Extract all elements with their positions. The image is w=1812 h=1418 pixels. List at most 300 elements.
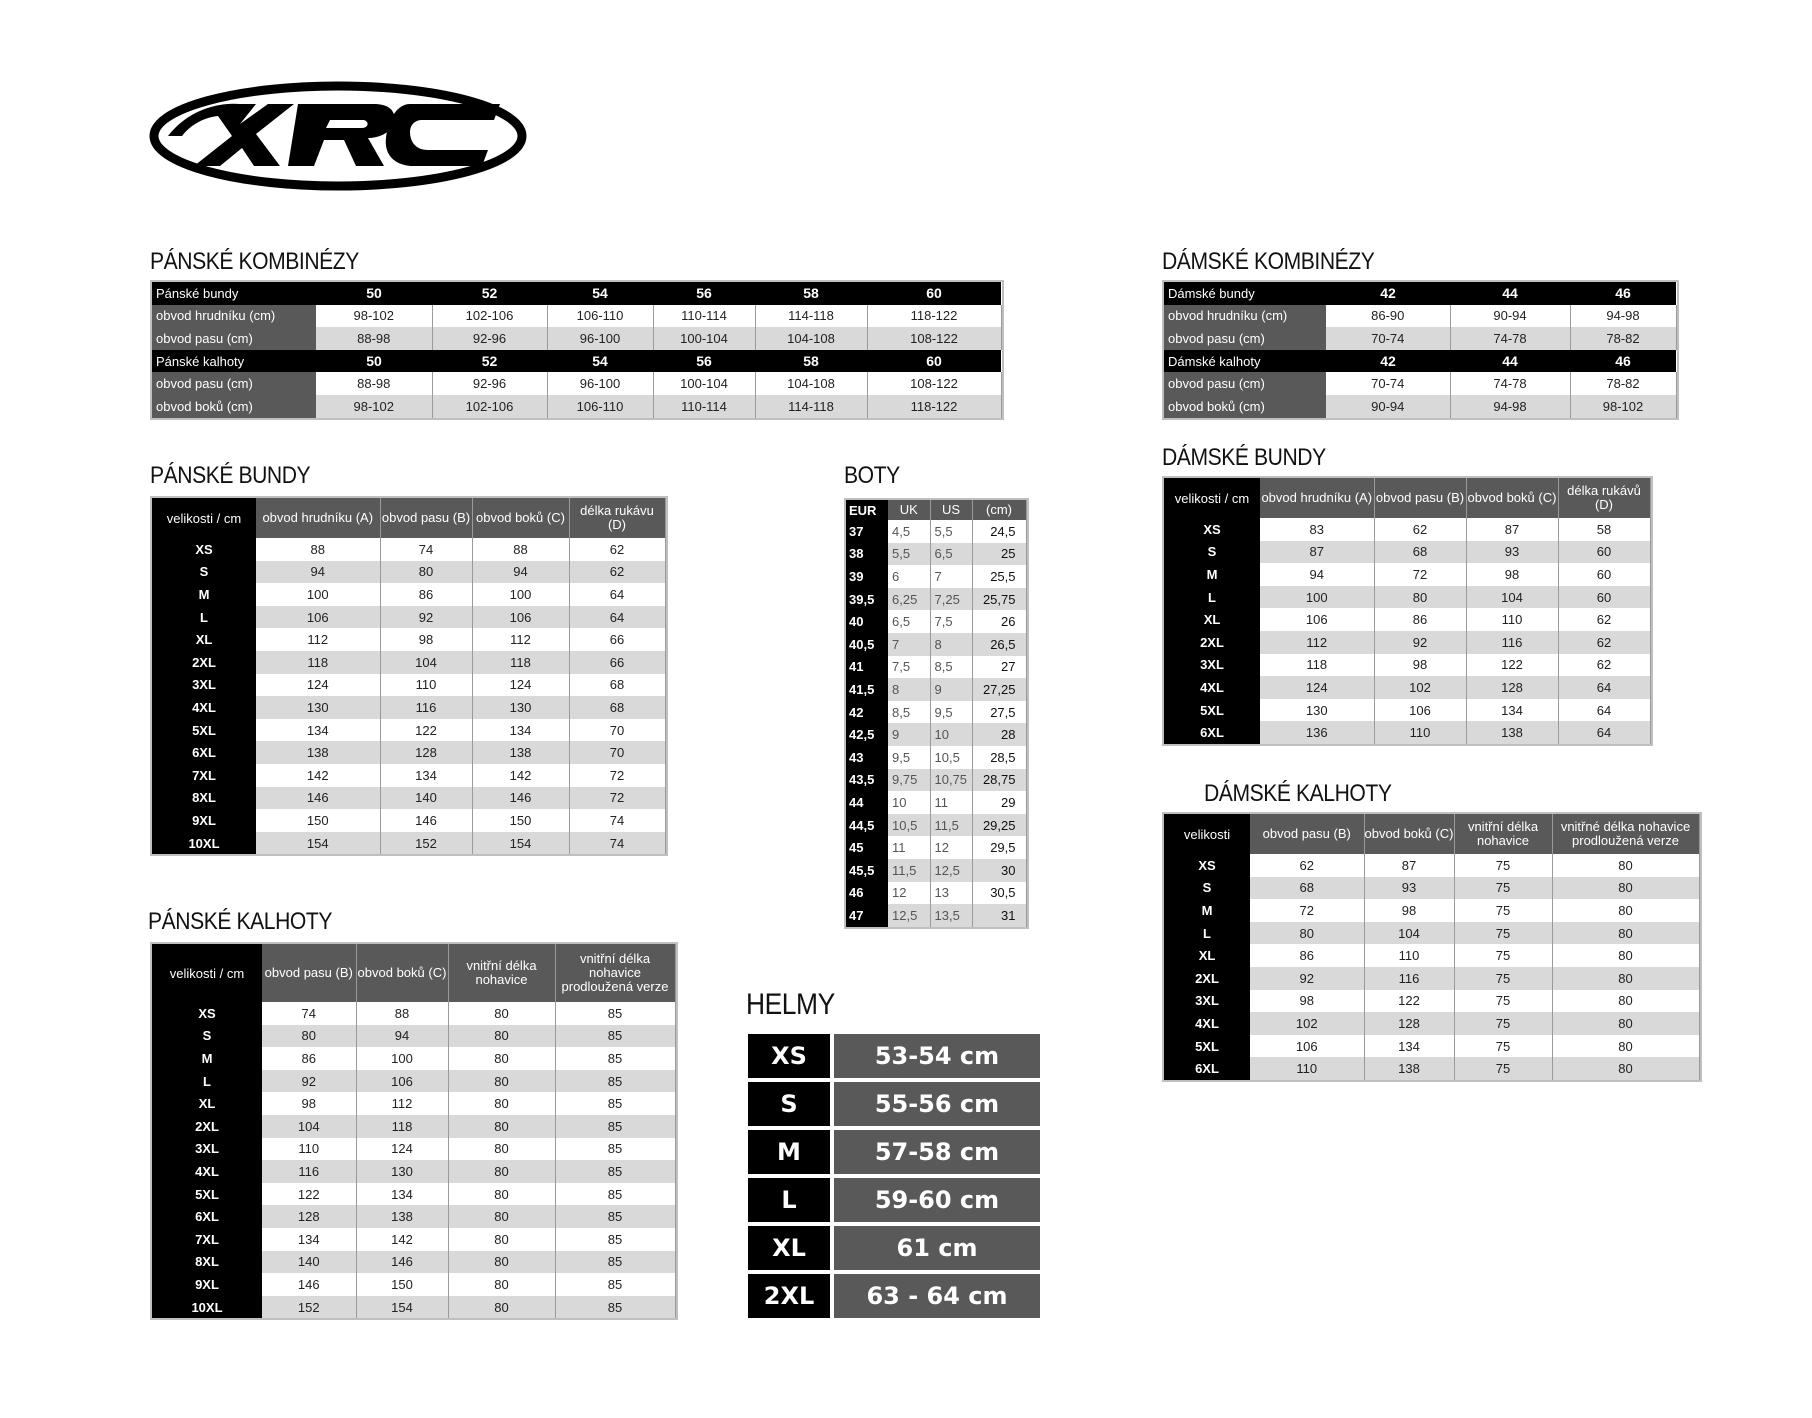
table-cell: 7,25 (930, 588, 972, 611)
size-label: 3XL (152, 674, 256, 697)
helmets-table (748, 1030, 1040, 1322)
table-cell: 80 (448, 1092, 555, 1115)
table-cell: 80 (448, 1296, 555, 1319)
size-label: XL (1164, 944, 1250, 967)
table-row (846, 520, 1026, 543)
table-cell: 86 (1374, 608, 1466, 631)
table-row (846, 610, 1026, 633)
mens-suits-table (152, 282, 1002, 418)
table-cell: 62 (1558, 654, 1650, 677)
size-header: 60 (867, 282, 1001, 305)
table-cell: 106 (1250, 1035, 1364, 1058)
table-row (152, 1138, 675, 1161)
size-label: 2XL (152, 1115, 262, 1138)
table-cell: 80 (448, 1251, 555, 1274)
table-cell: 70 (569, 719, 665, 742)
header-row (152, 350, 1001, 373)
size-label: 40 (846, 610, 888, 633)
table-cell: 110 (1466, 608, 1558, 631)
column-header: obvod pasu (B) (1250, 814, 1364, 854)
table-cell: 94 (1260, 563, 1374, 586)
column-header: UK (888, 500, 930, 520)
table-cell: 85 (555, 1273, 675, 1296)
table-cell: 80 (448, 1228, 555, 1251)
table-cell: 146 (380, 809, 472, 832)
womens-suits-title: DÁMSKÉ KOMBINÉZY (1162, 248, 1375, 275)
table-cell: 58 (1558, 518, 1650, 541)
table-cell: 9 (888, 723, 930, 746)
size-label: 9XL (152, 809, 256, 832)
table-cell: 122 (1466, 654, 1558, 677)
size-header: 44 (1450, 282, 1570, 305)
table-cell: 98 (380, 628, 472, 651)
table-cell: 78-82 (1570, 327, 1676, 350)
table-row (1164, 372, 1676, 395)
table-row (152, 628, 665, 651)
table-cell: 29,5 (972, 836, 1026, 859)
column-header: obvod boků (C) (1364, 814, 1454, 854)
table-cell: 100 (356, 1047, 448, 1070)
header-row (152, 944, 675, 1002)
table-cell: 5,5 (888, 543, 930, 566)
table-row (846, 904, 1026, 927)
table-cell: 98 (1466, 563, 1558, 586)
section-label: Dámské bundy (1164, 282, 1326, 305)
column-header: EUR (846, 500, 888, 520)
size-label: 10XL (152, 1296, 262, 1319)
table-cell: 118 (472, 651, 569, 674)
table-cell: 110 (380, 674, 472, 697)
table-row (152, 1228, 675, 1251)
table-cell: 130 (1260, 699, 1374, 722)
size-label: XS (1164, 518, 1260, 541)
column-header: vnitřní délka nohavice (1454, 814, 1552, 854)
table-cell: 100 (472, 583, 569, 606)
table-cell: 104-108 (755, 327, 867, 350)
table-cell: 94-98 (1450, 395, 1570, 418)
table-row (846, 633, 1026, 656)
size-label: 3XL (1164, 654, 1260, 677)
table-cell: 85 (555, 1296, 675, 1319)
table-cell: 24,5 (972, 520, 1026, 543)
table-cell: 98-102 (1570, 395, 1676, 418)
table-cell: 64 (1558, 676, 1650, 699)
table-cell: 70-74 (1326, 372, 1450, 395)
column-header: (cm) (972, 500, 1026, 520)
size-label: 8XL (152, 1251, 262, 1274)
mens-jackets-table (152, 498, 666, 854)
table-cell: 27,25 (972, 678, 1026, 701)
table-cell: 80 (1552, 1057, 1699, 1080)
table-cell: 9,5 (930, 701, 972, 724)
table-cell: 85 (555, 1160, 675, 1183)
table-cell: 10 (930, 723, 972, 746)
table-row (846, 814, 1026, 837)
table-cell: 96-100 (547, 327, 653, 350)
table-cell: 104 (1466, 586, 1558, 609)
table-row (846, 836, 1026, 859)
size-header: 58 (755, 350, 867, 373)
size-header: 42 (1326, 350, 1450, 373)
column-header: obvod boků (C) (356, 944, 448, 1002)
table-cell: 118 (1260, 654, 1374, 677)
table-cell: 110 (1364, 944, 1454, 967)
table-cell: 138 (256, 741, 380, 764)
table-row (1164, 944, 1699, 967)
table-cell: 80 (448, 1273, 555, 1296)
row-label: obvod pasu (cm) (1164, 327, 1326, 350)
column-header: vnitřní délka nohavice prodloužená verze (555, 944, 675, 1002)
table-cell: 75 (1454, 922, 1552, 945)
table-cell: 104 (1364, 922, 1454, 945)
table-cell: 112 (256, 628, 380, 651)
size-label: 3XL (152, 1138, 262, 1161)
table-cell: 130 (356, 1160, 448, 1183)
table-cell: 87 (1466, 518, 1558, 541)
table-cell: 12,5 (930, 859, 972, 882)
table-cell: 87 (1260, 541, 1374, 564)
column-header: obvod hrudníku (A) (256, 498, 380, 538)
table-cell: 128 (1364, 1012, 1454, 1035)
size-label: 38 (846, 543, 888, 566)
table-row (1164, 586, 1650, 609)
column-header: obvod pasu (B) (380, 498, 472, 538)
table-cell: 80 (448, 1138, 555, 1161)
table-row (1164, 899, 1699, 922)
table-cell: 128 (1466, 676, 1558, 699)
womens-jackets-table (1164, 478, 1651, 744)
size-label: 42,5 (846, 723, 888, 746)
boots-table (846, 500, 1027, 927)
table-row (152, 538, 665, 561)
table-cell: 154 (472, 832, 569, 855)
table-cell: 74 (569, 832, 665, 855)
table-cell: 80 (448, 1047, 555, 1070)
size-header: 58 (755, 282, 867, 305)
row-label: obvod pasu (cm) (152, 327, 316, 350)
xrc-logo (148, 80, 528, 192)
table-cell: 85 (555, 1138, 675, 1161)
table-cell: 80 (448, 1025, 555, 1048)
table-cell: 27,5 (972, 701, 1026, 724)
table-row (1164, 676, 1650, 699)
table-cell: 124 (1260, 676, 1374, 699)
mens-jackets-title: PÁNSKÉ BUNDY (150, 462, 311, 489)
table-cell: 7 (888, 633, 930, 656)
table-row (152, 787, 665, 810)
table-cell: 108-122 (867, 372, 1001, 395)
table-cell: 106 (356, 1070, 448, 1093)
size-header: 52 (432, 282, 547, 305)
table-cell: 29 (972, 791, 1026, 814)
row-label: obvod boků (cm) (1164, 395, 1326, 418)
table-cell: 154 (256, 832, 380, 855)
size-label: XS (1164, 854, 1250, 877)
table-cell: 106 (472, 606, 569, 629)
table-cell: 122 (380, 719, 472, 742)
table-cell: 112 (356, 1092, 448, 1115)
size-label: 6XL (152, 1205, 262, 1228)
size-label: 44,5 (846, 814, 888, 837)
size-label: L (152, 606, 256, 629)
table-cell: 140 (380, 787, 472, 810)
table-cell: 104 (380, 651, 472, 674)
helmet-size: XL (748, 1226, 834, 1270)
table-cell: 93 (1364, 877, 1454, 900)
table-cell: 6,25 (888, 588, 930, 611)
size-label: 39 (846, 565, 888, 588)
table-cell: 102 (1250, 1012, 1364, 1035)
table-cell: 80 (1552, 944, 1699, 967)
table-cell: 10,75 (930, 769, 972, 792)
table-cell: 138 (1364, 1057, 1454, 1080)
helmet-value: 61 cm (834, 1226, 1040, 1270)
table-cell: 5,5 (930, 520, 972, 543)
table-row (1164, 305, 1676, 328)
helmet-size: L (748, 1178, 834, 1222)
table-cell: 118 (356, 1115, 448, 1138)
table-cell: 64 (569, 606, 665, 629)
table-cell: 106 (1260, 608, 1374, 631)
table-row (846, 791, 1026, 814)
size-label: 40,5 (846, 633, 888, 656)
table-row (152, 1070, 675, 1093)
table-cell: 72 (569, 764, 665, 787)
table-cell: 100-104 (653, 372, 755, 395)
size-label: 6XL (1164, 721, 1260, 744)
table-row (846, 543, 1026, 566)
table-cell: 80 (448, 1070, 555, 1093)
table-cell: 116 (262, 1160, 356, 1183)
size-label: XS (152, 538, 256, 561)
size-label: 47 (846, 904, 888, 927)
size-label: 37 (846, 520, 888, 543)
size-header: 50 (316, 282, 432, 305)
table-cell: 110 (1374, 721, 1466, 744)
table-cell: 28,5 (972, 746, 1026, 769)
table-cell: 146 (256, 787, 380, 810)
table-cell: 98-102 (316, 395, 432, 418)
table-cell: 85 (555, 1251, 675, 1274)
table-cell: 100-104 (653, 327, 755, 350)
table-cell: 150 (356, 1273, 448, 1296)
helmets-title: HELMY (746, 988, 835, 1021)
table-cell: 12 (930, 836, 972, 859)
table-cell: 100 (1260, 586, 1374, 609)
boots-title: BOTY (844, 462, 900, 489)
table-cell: 85 (555, 1183, 675, 1206)
section-label: Pánské bundy (152, 282, 316, 305)
womens-suits-table (1164, 282, 1677, 418)
table-cell: 134 (256, 719, 380, 742)
table-cell: 75 (1454, 990, 1552, 1013)
table-cell: 64 (1558, 699, 1650, 722)
table-cell: 110-114 (653, 305, 755, 328)
table-cell: 68 (1374, 541, 1466, 564)
helmet-size: S (748, 1082, 834, 1126)
table-row (152, 327, 1001, 350)
size-label: 41,5 (846, 678, 888, 701)
table-cell: 9,5 (888, 746, 930, 769)
table-row (152, 1205, 675, 1228)
table-cell: 88 (256, 538, 380, 561)
size-label: 43 (846, 746, 888, 769)
table-row (152, 395, 1001, 418)
table-cell: 118-122 (867, 395, 1001, 418)
table-cell: 142 (256, 764, 380, 787)
size-header: 46 (1570, 282, 1676, 305)
helmet-value: 59-60 cm (834, 1178, 1040, 1222)
table-cell: 80 (1552, 877, 1699, 900)
table-cell: 106 (1374, 699, 1466, 722)
table-cell: 80 (448, 1115, 555, 1138)
helmet-value: 63 - 64 cm (834, 1274, 1040, 1318)
table-cell: 10 (888, 791, 930, 814)
table-cell: 80 (448, 1183, 555, 1206)
table-row (152, 606, 665, 629)
table-cell: 80 (380, 561, 472, 584)
table-cell: 108-122 (867, 327, 1001, 350)
helmet-size: 2XL (748, 1274, 834, 1318)
table-cell: 134 (1364, 1035, 1454, 1058)
size-label: M (152, 1047, 262, 1070)
table-cell: 92 (262, 1070, 356, 1093)
table-row (152, 372, 1001, 395)
size-label: 2XL (1164, 631, 1260, 654)
header-row (846, 500, 1026, 520)
table-row (152, 1273, 675, 1296)
size-label: 6XL (152, 741, 256, 764)
table-cell: 75 (1454, 899, 1552, 922)
table-cell: 86 (262, 1047, 356, 1070)
table-cell: 92 (1250, 967, 1364, 990)
table-cell: 80 (1552, 990, 1699, 1013)
table-cell: 80 (1552, 1012, 1699, 1035)
section-label: Pánské kalhoty (152, 350, 316, 373)
table-cell: 134 (356, 1183, 448, 1206)
size-label: M (1164, 899, 1250, 922)
helmet-row (748, 1130, 1040, 1174)
table-cell: 98 (1374, 654, 1466, 677)
table-row (1164, 1012, 1699, 1035)
size-label: 46 (846, 882, 888, 905)
table-row (846, 859, 1026, 882)
corner-label: velikosti (1164, 814, 1250, 854)
table-row (1164, 608, 1650, 631)
table-cell: 11 (930, 791, 972, 814)
table-row (1164, 854, 1699, 877)
size-label: 4XL (1164, 1012, 1250, 1035)
table-row (1164, 654, 1650, 677)
size-label: 2XL (152, 651, 256, 674)
table-cell: 138 (472, 741, 569, 764)
corner-label: velikosti / cm (1164, 478, 1260, 518)
table-cell: 80 (448, 1160, 555, 1183)
table-cell: 4,5 (888, 520, 930, 543)
row-label: obvod hrudníku (cm) (152, 305, 316, 328)
table-row (1164, 967, 1699, 990)
table-cell: 138 (1466, 721, 1558, 744)
table-cell: 74 (569, 809, 665, 832)
table-cell: 8 (888, 678, 930, 701)
table-row (1164, 541, 1650, 564)
table-cell: 80 (1250, 922, 1364, 945)
table-cell: 98 (262, 1092, 356, 1115)
table-cell: 154 (356, 1296, 448, 1319)
table-cell: 146 (356, 1251, 448, 1274)
table-cell: 8,5 (930, 656, 972, 679)
size-label: L (152, 1070, 262, 1093)
table-cell: 88-98 (316, 327, 432, 350)
table-row (846, 723, 1026, 746)
table-cell: 27 (972, 656, 1026, 679)
size-label: L (1164, 586, 1260, 609)
table-cell: 146 (472, 787, 569, 810)
table-row (152, 832, 665, 855)
table-cell: 9,75 (888, 769, 930, 792)
section-label: Dámské kalhoty (1164, 350, 1326, 373)
table-cell: 85 (555, 1092, 675, 1115)
size-label: 8XL (152, 787, 256, 810)
table-cell: 128 (380, 741, 472, 764)
table-cell: 122 (262, 1183, 356, 1206)
table-cell: 13 (930, 882, 972, 905)
size-label: 39,5 (846, 588, 888, 611)
table-cell: 62 (1374, 518, 1466, 541)
table-cell: 70-74 (1326, 327, 1450, 350)
table-row (152, 1002, 675, 1025)
size-label: 44 (846, 791, 888, 814)
table-cell: 130 (256, 696, 380, 719)
table-cell: 90-94 (1450, 305, 1570, 328)
table-cell: 25,5 (972, 565, 1026, 588)
table-row (846, 678, 1026, 701)
table-cell: 88-98 (316, 372, 432, 395)
table-cell: 128 (262, 1205, 356, 1228)
size-label: 9XL (152, 1273, 262, 1296)
table-cell: 62 (1558, 608, 1650, 631)
table-cell: 11,5 (888, 859, 930, 882)
corner-label: velikosti / cm (152, 944, 262, 1002)
table-row (846, 769, 1026, 792)
size-label: 4XL (152, 1160, 262, 1183)
table-row (1164, 922, 1699, 945)
table-cell: 94 (472, 561, 569, 584)
table-cell: 74 (380, 538, 472, 561)
table-cell: 85 (555, 1002, 675, 1025)
table-cell: 136 (1260, 721, 1374, 744)
table-row (152, 1251, 675, 1274)
table-cell: 94 (356, 1025, 448, 1048)
table-cell: 118-122 (867, 305, 1001, 328)
table-cell: 75 (1454, 854, 1552, 877)
table-cell: 116 (1466, 631, 1558, 654)
womens-jackets-title: DÁMSKÉ BUNDY (1162, 444, 1326, 471)
table-cell: 124 (472, 674, 569, 697)
table-cell: 134 (1466, 699, 1558, 722)
size-header: 56 (653, 282, 755, 305)
table-cell: 68 (1250, 877, 1364, 900)
table-row (152, 1160, 675, 1183)
table-cell: 30,5 (972, 882, 1026, 905)
table-cell: 83 (1260, 518, 1374, 541)
table-row (152, 561, 665, 584)
column-header: obvod boků (C) (472, 498, 569, 538)
table-row (152, 1183, 675, 1206)
table-cell: 26,5 (972, 633, 1026, 656)
table-cell: 75 (1454, 967, 1552, 990)
table-cell: 110 (262, 1138, 356, 1161)
